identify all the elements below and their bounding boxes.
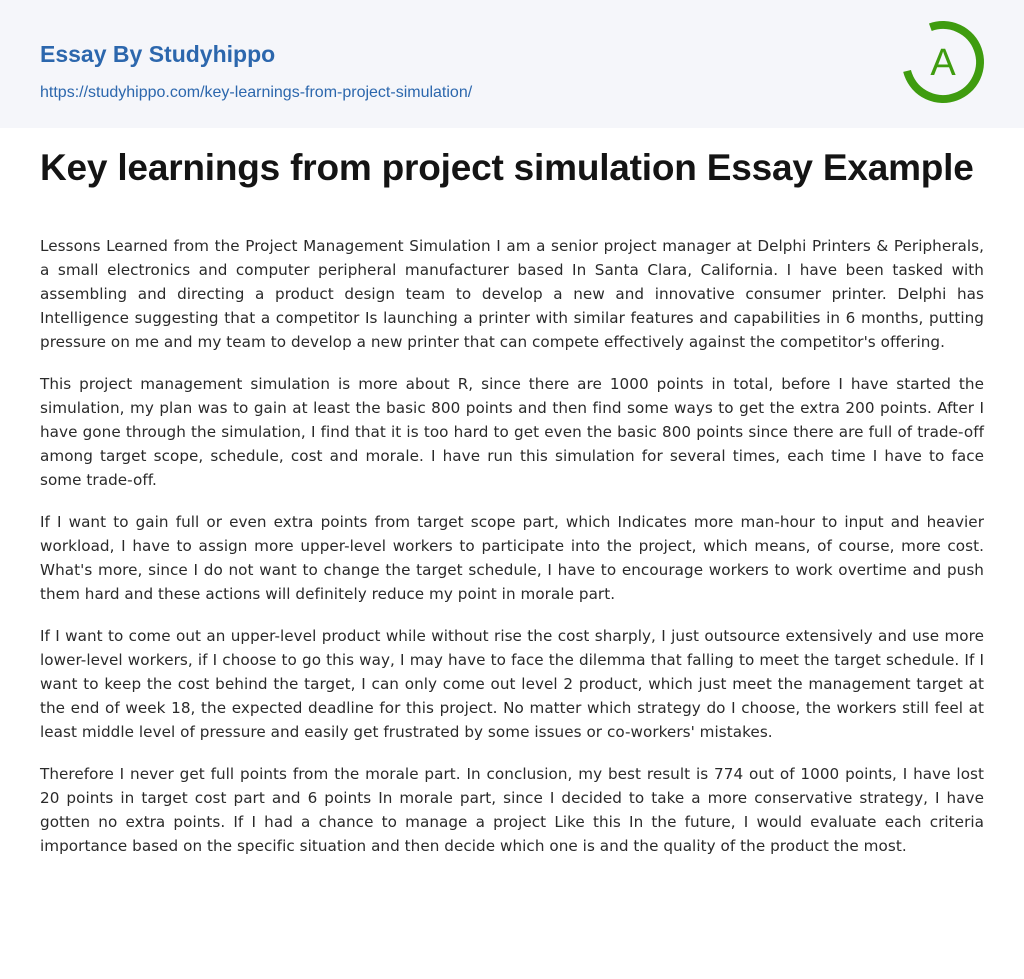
essay-url-link[interactable]: https://studyhippo.com/key-learnings-from-project-simulation/ (40, 84, 473, 101)
essay-body (40, 234, 984, 876)
essay-paragraph: If I want to gain full or even extra points from target scope part, which Indicates more man-hour to input and heavier workload, I have to assign more upper-level workers to participate into the project, which means, of course, more cost. What's more, since I do not want to change the target schedule, I have to encourage workers to work overtime and push them hard and these actions will definitely reduce my point in morale part. (40, 513, 984, 603)
svg-text:A: A (930, 42, 956, 84)
page-title: Key learnings from project simulation Essay Example (40, 147, 974, 188)
essay-paragraph: Lessons Learned from the Project Management Simulation I am a senior project manager at Delphi Printers & Peripherals, a small electronics and computer peripheral manufacturer based In Santa Clara, California. I have been tasked with assembling and directing a product design team to develop a new and innovative consumer printer. Delphi has Intelligence suggesting that a competitor Is launching a printer with similar features and capabilities in 6 months, putting pressure on me and my team to develop a new printer that can compete effectively against the competitor's offering. (40, 237, 984, 351)
brand-name: Essay By Studyhippo (40, 41, 276, 67)
essay-paragraph: Therefore I never get full points from the morale part. In conclusion, my best result is 774 out of 1000 points, I have lost 20 points in target cost part and 6 points In morale part, since I decided to take a more conservative strategy, I have gotten no extra points. If I had a chance to manage a project Like this In the future, I would evaluate each criteria importance based on the specific situation and then decide which one is and the quality of the product the most. (40, 765, 984, 855)
essay-paragraph: If I want to come out an upper-level product while without rise the cost sharply, I just outsource extensively and use more lower-level workers, if I choose to go this way, I may have to face the dilemma that falling to meet the target schedule. If I want to keep the cost behind the target, I can only come out level 2 product, which just meet the management target at the end of week 18, the expected deadline for this project. No matter which strategy do I choose, the workers still feel at least middle level of pressure and easily get frustrated by some issues or co-workers' mistakes. (40, 627, 984, 741)
studyhippo-logo-icon (898, 17, 988, 107)
essay-paragraph: This project management simulation is more about R, since there are 1000 points in total, before I have started the simulation, my plan was to gain at least the basic 800 points and then find some ways to get the extra 200 points. After I have gone through the simulation, I find that it is too hard to get even the basic 800 points since there are full of trade-off among target scope, schedule, cost and morale. I have run this simulation for several times, each time I have to face some trade-off. (40, 375, 984, 489)
site-header (0, 0, 1024, 128)
